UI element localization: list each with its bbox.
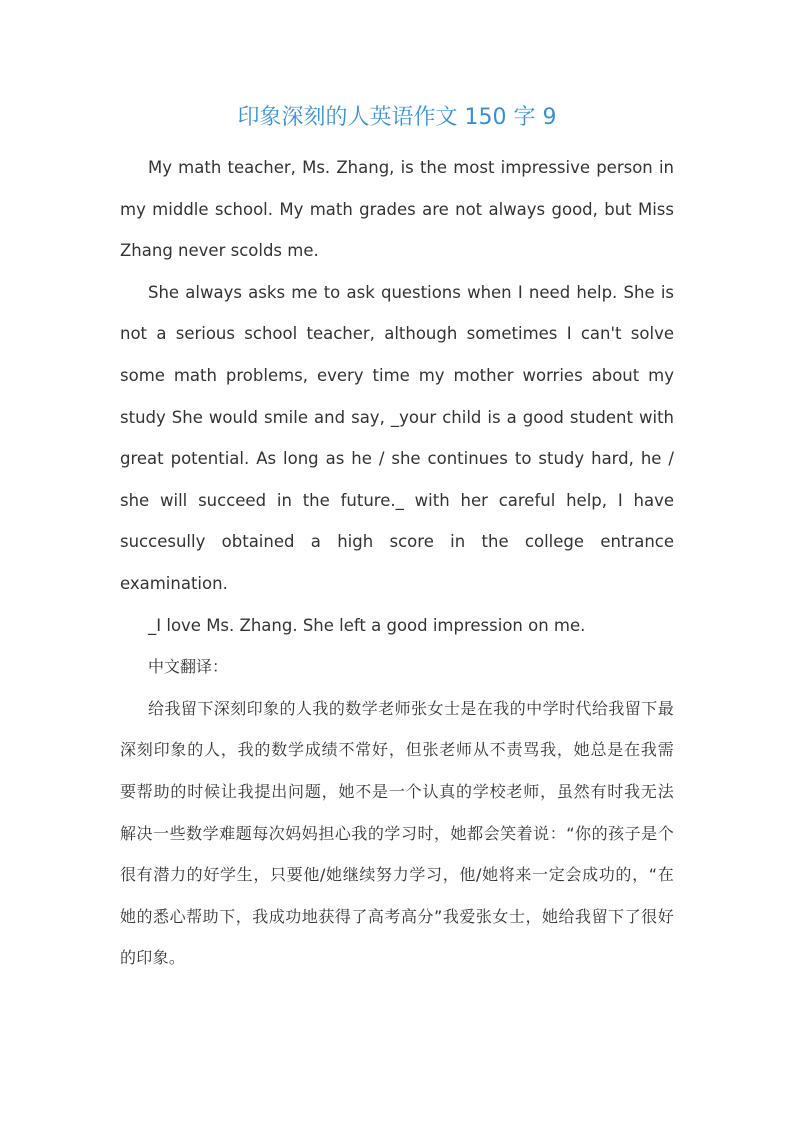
translation-label: 中文翻译： <box>148 657 229 677</box>
paragraph-intro: My math teacher, Ms. Zhang, is the most impressive person in my middle school. My math grades are not always good, but Miss Zhang never scolds me. <box>120 158 674 261</box>
paragraph-body: She always asks me to ask questions when I need help. She is not a serious school teacher, although sometimes I can't solve some math problems, every time my mother worries about my study She would smile and say, _your child is a good student with great potential. As long as he / she continues to study hard, he / she will succeed in the future._ with her careful help, I have succesully obtained a high score in the college entrance examination. <box>120 282 674 593</box>
document-title: 印象深刻的人英语作文 150 字 9 <box>237 105 557 130</box>
paragraph-closing: _I love Ms. Zhang. She left a good impression on me. <box>148 615 586 635</box>
translation-paragraph: 给我留下深刻印象的人我的数学老师张女士是在我的中学时代给我留下最深刻印象的人，我的数学成绩不常好，但张老师从不责骂我，她总是在我需要帮助的时候让我提出问题，她不是一个认真的学校老师，虽然有时我无法解决一些数学难题每次妈妈担心我的学习时，她都会笑着说：“你的孩子是个很有潜力的好学生，只要他/她继续努力学习，他/她将来一定会成功的，“在她的悉心帮助下，我成功地获得了高考高分”我爱张女士，她给我留下了很好的印象。 <box>120 698 674 968</box>
document-page <box>120 98 674 979</box>
